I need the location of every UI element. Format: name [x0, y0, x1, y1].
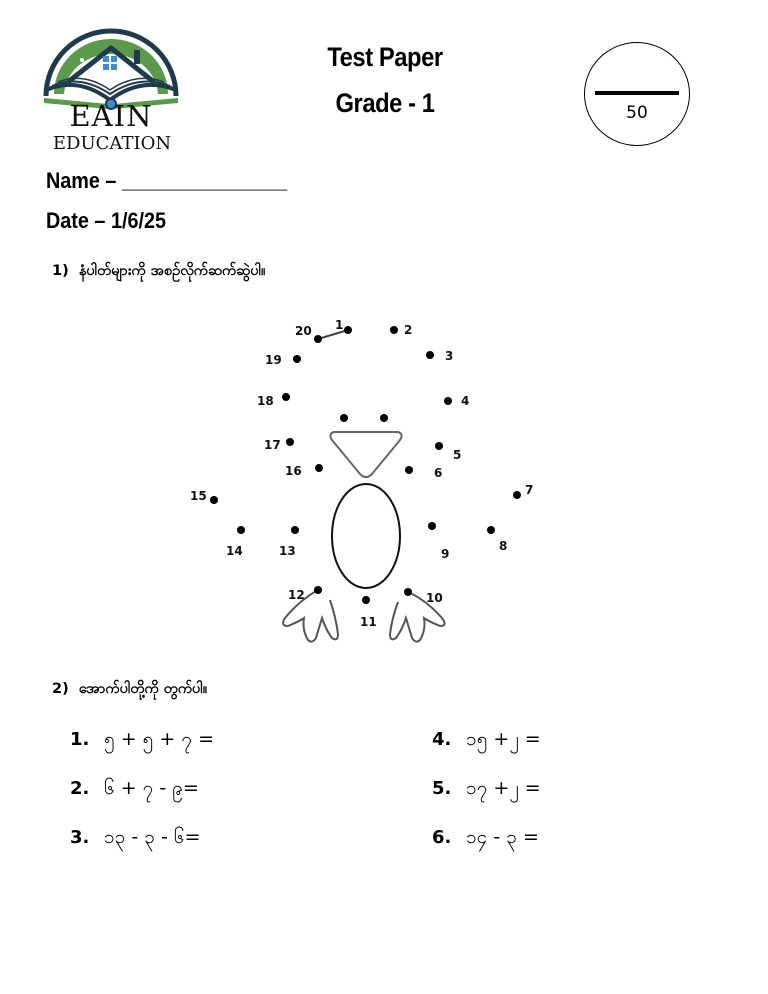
dot-label-1: 1: [335, 318, 344, 332]
dot-label-20: 20: [295, 324, 312, 338]
problem-expression: ၁၅ +၂ =: [466, 728, 541, 750]
problem-5: 5. ၁၇ +၂ =: [432, 777, 541, 799]
dot-7[interactable]: [513, 491, 521, 499]
problem-expression: ၅ + ၅ + ၇ =: [104, 728, 215, 750]
dot-13[interactable]: [291, 526, 299, 534]
dot-label-3: 3: [445, 349, 454, 363]
question-1-number: 1): [52, 263, 69, 279]
dot-label-9: 9: [441, 547, 450, 561]
dot-9[interactable]: [428, 522, 436, 530]
dot-15[interactable]: [210, 496, 218, 504]
dot-1[interactable]: [344, 326, 352, 334]
grade-title: Grade - 1: [335, 88, 435, 118]
dot-6[interactable]: [405, 466, 413, 474]
date-label: Date –: [46, 208, 111, 233]
problem-expression: ၆ + ၇ - ၉=: [104, 777, 199, 799]
problem-4: 4. ၁၅ +၂ =: [432, 728, 541, 750]
dot-18[interactable]: [282, 393, 290, 401]
eye-dot-1: [340, 414, 348, 422]
question-1-heading: [52, 262, 265, 283]
dot-label-15: 15: [190, 489, 207, 503]
dot-8[interactable]: [487, 526, 495, 534]
dot-20[interactable]: [314, 335, 322, 343]
dot-label-17: 17: [264, 438, 281, 452]
dot-label-8: 8: [499, 539, 508, 553]
name-field[interactable]: [46, 168, 287, 194]
problem-6: 6. ၁၄ - ၃ =: [432, 826, 539, 848]
dot-14[interactable]: [237, 526, 245, 534]
dot-19[interactable]: [293, 355, 301, 363]
dot-3[interactable]: [426, 351, 434, 359]
belly-shape: [332, 484, 400, 588]
dot-5[interactable]: [435, 442, 443, 450]
dot-label-4: 4: [461, 394, 470, 408]
dot-label-7: 7: [525, 483, 534, 497]
beak-shape: [330, 432, 401, 477]
problem-1: 1. ၅ + ၅ + ၇ =: [70, 728, 215, 750]
score-fraction-line: [595, 91, 679, 95]
problem-3: 3. ၁၃ - ၃ - ၆=: [70, 826, 201, 848]
dot-16[interactable]: [315, 464, 323, 472]
dot-label-12: 12: [288, 588, 305, 602]
dot-label-10: 10: [426, 591, 443, 605]
date-value: 1/6/25: [110, 208, 166, 233]
question-1-instruction: နံပါတ်များကို အစဉ်လိုက်ဆက်ဆွဲပါ။: [78, 263, 266, 279]
dot-label-16: 16: [285, 464, 302, 478]
dot-label-19: 19: [265, 353, 282, 367]
date-field: [46, 208, 166, 234]
score-total: 50: [626, 103, 648, 123]
dot-10[interactable]: [404, 588, 412, 596]
question-2-heading: [52, 680, 207, 701]
dot-to-dot-diagram[interactable]: [180, 300, 560, 660]
logo-text-education: EDUCATION: [52, 133, 172, 154]
dot-label-13: 13: [279, 544, 296, 558]
dot-label-14: 14: [226, 544, 243, 558]
problem-2: 2. ၆ + ၇ - ၉=: [70, 777, 199, 799]
name-blank[interactable]: _______________: [121, 168, 288, 193]
eye-dot-2: [380, 414, 388, 422]
dots-layer: [190, 318, 533, 629]
dot-12[interactable]: [314, 586, 322, 594]
question-2-number: 2): [52, 681, 69, 697]
penguin-dot-puzzle[interactable]: [180, 300, 560, 660]
name-label: Name –: [46, 168, 122, 193]
dot-label-5: 5: [453, 448, 462, 462]
problem-expression: ၁၄ - ၃ =: [466, 826, 539, 848]
problem-expression: ၁၇ +၂ =: [466, 777, 541, 799]
logo-text-eain: EAIN: [69, 99, 153, 133]
score-box: [584, 42, 690, 146]
dot-label-6: 6: [434, 466, 443, 480]
dot-label-2: 2: [404, 323, 413, 337]
dot-2[interactable]: [390, 326, 398, 334]
problem-expression: ၁၃ - ၃ - ၆=: [104, 826, 201, 848]
dot-11[interactable]: [362, 596, 370, 604]
dot-label-11: 11: [360, 615, 377, 629]
dot-4[interactable]: [444, 397, 452, 405]
page-title: Test Paper: [327, 42, 443, 72]
dot-label-18: 18: [257, 394, 274, 408]
dot-17[interactable]: [286, 438, 294, 446]
connector-line-20-1: [318, 330, 348, 339]
question-2-instruction: အောက်ပါတို့ကို တွက်ပါ။: [78, 681, 208, 697]
